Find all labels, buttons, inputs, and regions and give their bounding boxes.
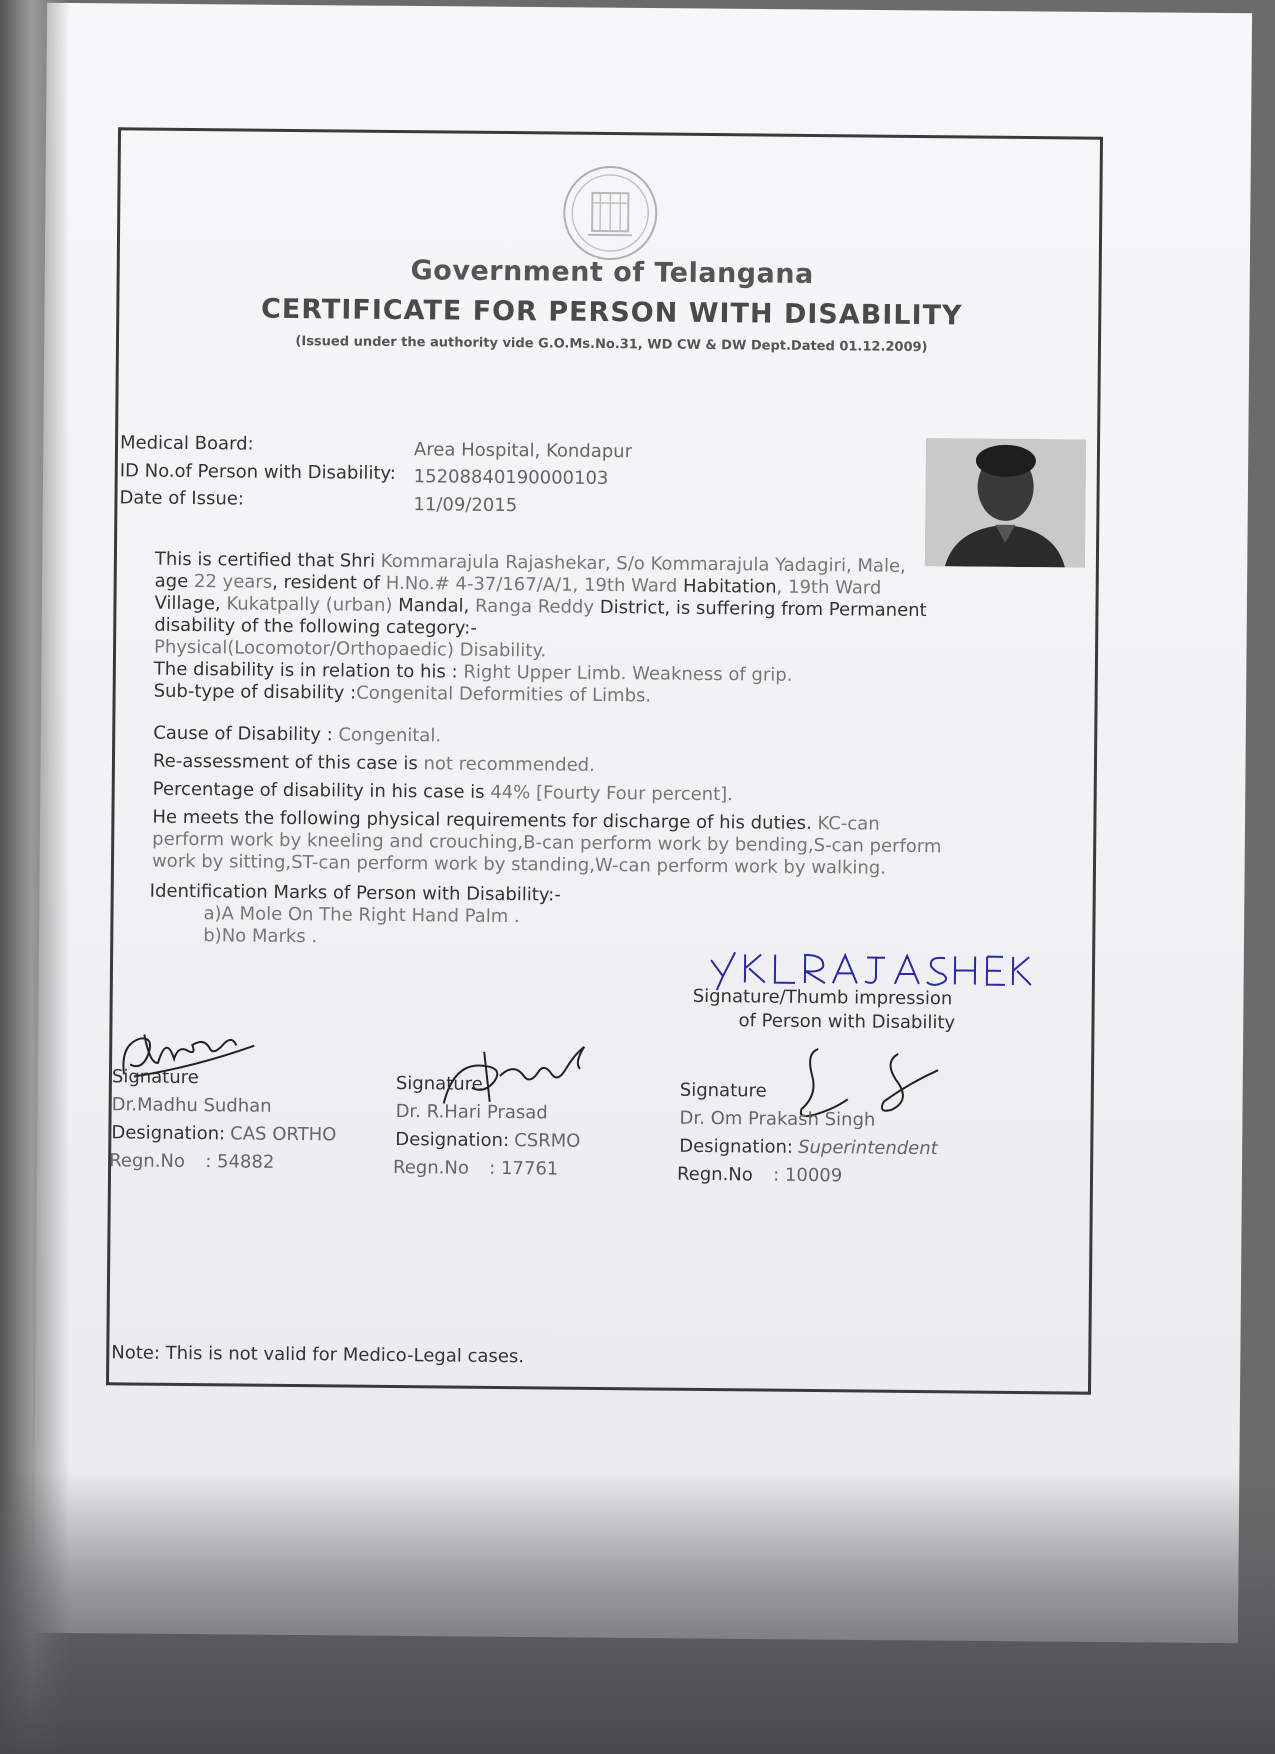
signature-label-1: Signature	[111, 1066, 199, 1089]
signatory-regn-3: Regn.No : 10009	[676, 1163, 843, 1187]
disability-subtype: Sub-type of disability :Congenital Deformities of Limbs.	[153, 680, 652, 707]
date-label: Date of Issue:	[119, 487, 245, 510]
medical-board-value: Area Hospital, Kondapur	[413, 439, 633, 463]
page-bottom-shadow	[0, 1470, 1275, 1754]
person-signature-label-2: of Person with Disability	[738, 1010, 956, 1034]
body-line-4: disability of the following category:-	[154, 614, 477, 639]
body-line-3: Village, Kukatpally (urban) Mandal, Ranga Reddy District, is suffering from Permanent	[154, 592, 927, 622]
identification-label: Identification Marks of Person with Disability:-	[149, 880, 561, 906]
certificate-frame	[106, 127, 1103, 1394]
signature-label-2: Signature	[395, 1073, 483, 1095]
signatory-name-2: Dr. R.Hari Prasad	[395, 1101, 548, 1124]
body-line-2: age 22 years, resident of H.No.# 4-37/167/A/1, 19th Ward Habitation, 19th Ward	[154, 570, 882, 599]
identification-mark-b: b)No Marks .	[203, 925, 318, 948]
government-seal-icon	[560, 163, 661, 264]
reassessment: Re-assessment of this case is not recommended.	[152, 750, 595, 776]
disability-percentage: Percentage of disability in his case is 44% [Fourty Four percent].	[152, 778, 734, 806]
authority-line: (Issued under the authority vide G.O.Ms.No.31, WD CW & DW Dept.Dated 01.12.2009)	[295, 334, 928, 356]
signatory-regn-1: Regn.No : 54882	[109, 1150, 275, 1173]
medical-board-label: Medical Board:	[119, 432, 254, 455]
government-title: Government of Telangana	[410, 255, 814, 290]
signatory-designation-3: Designation: Superintendent	[679, 1135, 938, 1160]
disability-cause: Cause of Disability : Congenital.	[153, 722, 442, 747]
signature-label-3: Signature	[679, 1079, 767, 1102]
person-signature-label-1: Signature/Thumb impression	[692, 985, 953, 1010]
requirements-line-2: perform work by kneeling and crouching,B-can perform work by bending,S-can perform	[152, 828, 942, 858]
id-label: ID No.of Person with Disability:	[119, 460, 396, 484]
signatory-designation-1: Designation: CAS ORTHO	[111, 1122, 337, 1146]
disability-category: Physical(Locomotor/Orthopaedic) Disability.	[153, 636, 547, 662]
identification-mark-a: a)A Mole On The Right Hand Palm .	[203, 903, 520, 928]
person-photo	[925, 438, 1086, 568]
disability-relation: The disability is in relation to his : Right Upper Limb. Weakness of grip.	[153, 658, 793, 686]
signatory-designation-2: Designation: CSRMO	[395, 1129, 581, 1152]
signatory-regn-2: Regn.No : 17761	[392, 1156, 559, 1180]
validity-note: Note: This is not valid for Medico-Legal cases.	[111, 1342, 525, 1368]
requirements-line-3: work by sitting,ST-can perform work by standing,W-can perform work by walking.	[151, 850, 887, 879]
signatory-name-1: Dr.Madhu Sudhan	[111, 1094, 272, 1117]
requirements-line-1: He meets the following physical requirements for discharge of his duties. KC-can	[152, 806, 880, 835]
date-value: 11/09/2015	[413, 494, 518, 517]
body-line-1: This is certified that Shri Kommarajula Rajashekar, S/o Kommarajula Yadagiri, Male,	[154, 548, 906, 577]
id-value: 15208840190000103	[413, 466, 609, 490]
certificate-title: CERTIFICATE FOR PERSON WITH DISABILITY	[260, 293, 963, 332]
signatory-name-3: Dr. Om Prakash Singh	[679, 1107, 876, 1131]
